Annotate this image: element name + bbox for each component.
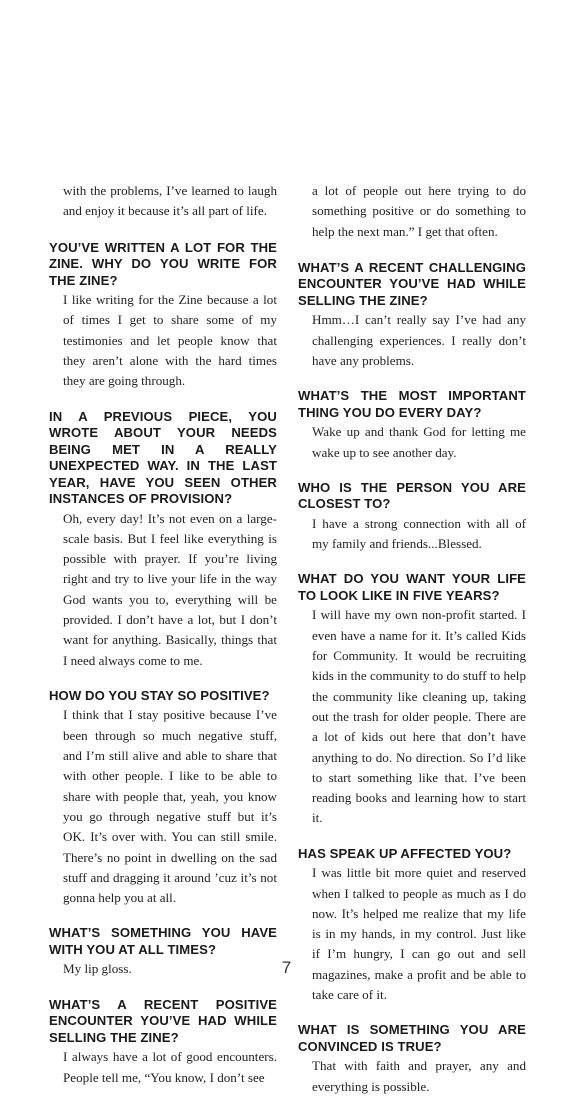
- qa-section: [298, 260, 526, 371]
- answer-text: Oh, every day! It’s not even on a large-scale basis. But I feel like everything is possible with prayer. If you’re living right and try to live your life in the way God wants you to, everything will be provided. I don’t have a lot, but I don’t want for anything. Basically, things that I need always come to me.: [63, 510, 277, 668]
- intro-continuation: [49, 181, 277, 222]
- qa-section: [49, 240, 277, 392]
- answer-text: I was little bit more quiet and reserved when I talked to people as much as I do now. It’s helped me realize that my life is in my hands, in my control. Just like if I’m hungry, I can go out and sell magazines, make a profit and be able to take care of it.: [312, 865, 526, 1003]
- qa-section: [298, 1022, 526, 1097]
- intro-text: with the problems, I’ve learned to laugh and enjoy it because it’s all part of life.: [63, 183, 277, 219]
- qa-section: [298, 388, 526, 463]
- qa-section: [49, 997, 277, 1088]
- question-heading: HOW DO YOU STAY SO POSITIVE?: [49, 687, 270, 703]
- question-heading: WHAT IS SOMETHING YOU ARE CONVINCED IS TRUE?: [298, 1022, 526, 1054]
- question-heading: IN A PREVIOUS PIECE, YOU WROTE ABOUT YOUR NEEDS BEING MET IN A REALLY UNEXPECTED WAY. IN THE LAST YEAR, HAVE YOU SEEN OTHER INSTANCES OF PROVISION?: [49, 408, 277, 507]
- answer-text: Wake up and thank God for letting me wake up to see another day.: [312, 424, 526, 460]
- qa-section: [49, 688, 277, 908]
- answer-text: My lip gloss.: [63, 961, 132, 977]
- question-heading: WHAT’S THE MOST IMPORTANT THING YOU DO EVERY DAY?: [298, 388, 526, 420]
- answer-text: I have a strong connection with all of my family and friends...Blessed.: [312, 515, 526, 552]
- answer-text: I like writing for the Zine because a lot of times I get to share some of my testimonies and let people know that they aren’t alone with the hard times they are going through.: [63, 292, 277, 389]
- qa-section: [298, 571, 526, 828]
- answer-text: I always have a lot of good encounters. People tell me, “You know, I don’t see: [63, 1049, 277, 1085]
- question-heading: WHO IS THE PERSON YOU ARE CLOSEST TO?: [298, 479, 526, 512]
- qa-section: [49, 409, 277, 671]
- intro-text: a lot of people out here trying to do something positive or do something to help the next man.” I get that often.: [312, 183, 526, 239]
- question-heading: WHAT’S A RECENT CHALLENGING ENCOUNTER YOU’VE HAD WHILE SELLING THE ZINE?: [298, 259, 526, 308]
- answer-text: I think that I stay positive because I’ve been through so much negative stuff, and I’m still alive and able to share that with other people. I like to be able to share with people that, yeah, you know you go through negative stuff but it’s OK. It’s over with. You can still smile. There’s no point in dwelling on the sad stuff and dragging it around ’cuz it’s not gonna help you at all.: [63, 707, 277, 906]
- question-heading: YOU’VE WRITTEN A LOT FOR THE ZINE. WHY DO YOU WRITE FOR THE ZINE?: [49, 239, 277, 288]
- question-heading: HAS SPEAK UP AFFECTED YOU?: [298, 845, 512, 861]
- question-heading: WHAT DO YOU WANT YOUR LIFE TO LOOK LIKE IN FIVE YEARS?: [298, 571, 526, 603]
- question-heading: WHAT’S SOMETHING YOU HAVE WITH YOU AT ALL TIMES?: [49, 925, 277, 957]
- answer-text: Hmm…I can’t really say I’ve had any challenging experiences. I really don’t have any problems.: [312, 312, 526, 368]
- answer-text: I will have my own non-profit started. I even have a name for it. It’s called Kids for Community. It would be recruiting kids in the community to do stuff to help the community like cleaning up, taking out the trash for older people. There are a lot of kids out here that don’t have anything to do. No direction. So I’d like to start something like that. I’ve been reading books and learning how to start it.: [312, 607, 526, 826]
- qa-section: [298, 846, 526, 1006]
- qa-section: [298, 480, 526, 555]
- page-number: 7: [281, 958, 292, 977]
- answer-text: That with faith and prayer, any and everything is possible.: [312, 1058, 526, 1094]
- question-heading: WHAT’S A RECENT POSITIVE ENCOUNTER YOU’VE HAD WHILE SELLING THE ZINE?: [49, 996, 277, 1045]
- intro-continuation: [298, 181, 526, 242]
